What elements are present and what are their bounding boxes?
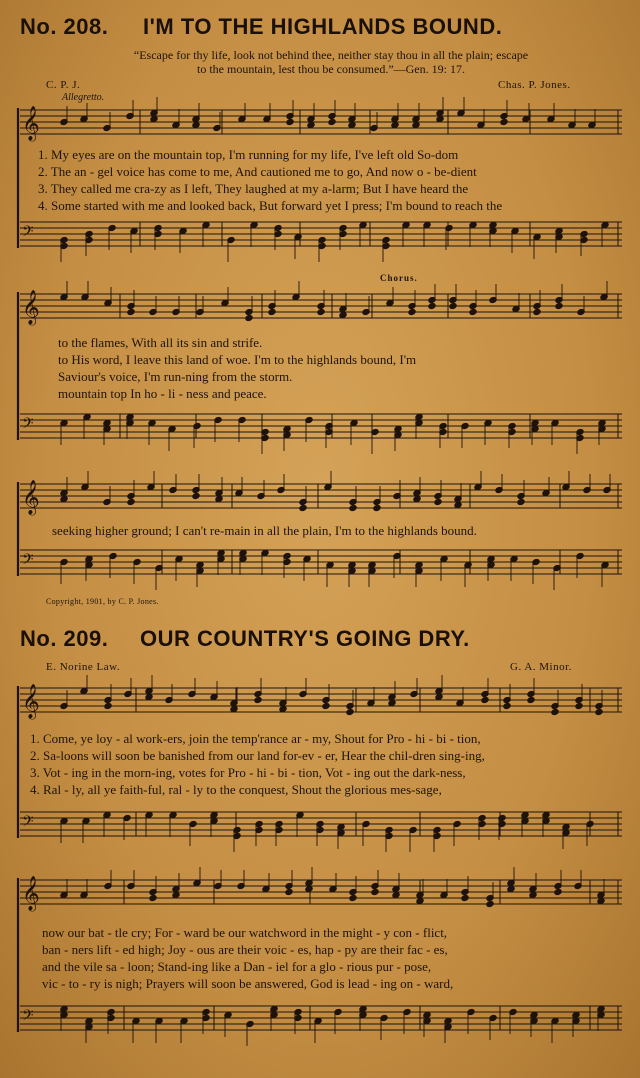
note-head: [486, 900, 494, 907]
note-head: [299, 504, 307, 511]
note-head: [412, 121, 420, 128]
note-head: [285, 888, 293, 895]
treble-clef-icon: 𝄞: [22, 480, 40, 515]
lyric-208-s1-v4: 4. Some started with me and looked back, But forward yet I press; I'm bound to reach the: [38, 198, 503, 213]
note-head: [500, 118, 508, 125]
note-head: [245, 314, 253, 321]
note-head: [104, 702, 112, 709]
lyric-208-s1-v2: 2. The an - gel voice has come to me, And cautioned me to go, And now o - be-dient: [38, 164, 477, 179]
note-head: [322, 702, 330, 709]
note-head: [145, 693, 153, 700]
treble-clef-icon: 𝄞: [22, 876, 40, 911]
note-head: [150, 115, 158, 122]
lyric-209-s1-v2: 2. Sa-loons will soon be banished from our land for-ev - er, Hear the chil-dren sing-ing,: [30, 748, 485, 763]
note-head: [348, 121, 356, 128]
lyric-208-s3: seeking higher ground; I can't re-main in all the plain, I'm to the highlands bound.: [52, 523, 477, 538]
note-head: [436, 115, 444, 122]
bass-clef-icon: 𝄢: [22, 415, 34, 436]
note-head: [435, 693, 443, 700]
note-head: [254, 696, 262, 703]
lyric-208-s2-v1: to the flames, With all its sin and strife.: [58, 335, 263, 350]
scripture-line-2: to the mountain, lest thou be consumed.”—Gen. 19: 17.: [197, 62, 465, 76]
bass-clef-icon: 𝄢: [22, 223, 34, 244]
note-head: [551, 708, 559, 715]
note-head: [328, 118, 336, 125]
music-credit-208: Chas. P. Jones.: [498, 79, 571, 91]
note-head: [555, 302, 563, 309]
hymn-title-208: I'M TO THE HIGHLANDS BOUND.: [143, 14, 503, 39]
note-head: [349, 504, 357, 511]
note-head: [172, 891, 180, 898]
note-head: [434, 498, 442, 505]
lyric-209-s2-v2: ban - ners lift - ed high; Joy - ous are their voic - es, hap - py are their fac - es,: [42, 942, 448, 957]
note-head: [527, 696, 535, 703]
lyric-208-s2-v2: to His word, I leave this land of woe. I'm to the highlands bound, I'm: [58, 352, 417, 367]
note-head: [279, 705, 287, 712]
note-head: [408, 308, 416, 315]
chorus-label: Chorus.: [380, 273, 418, 283]
lyric-209-s1-v1: 1. Come, ye loy - al work-ers, join the temp'rance ar - my, Shout for Pro - hi - bi - tion,: [30, 731, 481, 746]
lyric-208-s1-v1: 1. My eyes are on the mountain top, I'm running for my life, I've left old So-dom: [38, 147, 459, 162]
clefs: [22, 106, 40, 1028]
note-head: [317, 308, 325, 315]
note-head: [230, 705, 238, 712]
treble-clef-icon: 𝄞: [22, 106, 40, 141]
note-head: [449, 302, 457, 309]
lyric-209-s2-v3: and the vile sa - loon; Stand-ing like a Dan - iel for a glo - rious pur - pose,: [42, 959, 432, 974]
note-head: [192, 121, 200, 128]
words-credit-209: E. Norine Law.: [46, 661, 121, 673]
note-head: [286, 118, 294, 125]
treble-clef-icon: 𝄞: [22, 684, 40, 719]
words-credit-208: C. P. J.: [46, 79, 81, 91]
note-head: [60, 495, 68, 502]
note-head: [413, 495, 421, 502]
hymn-title-209: OUR COUNTRY'S GOING DRY.: [140, 626, 470, 651]
note-head: [595, 708, 603, 715]
note-head: [215, 495, 223, 502]
note-head: [481, 696, 489, 703]
note-head: [507, 885, 515, 892]
lyric-209-s2-v1: now our bat - tle cry; For - ward be our watchword in the might - y con - flict,: [42, 925, 448, 940]
music-credit-209: G. A. Minor.: [510, 661, 572, 673]
note-head: [305, 885, 313, 892]
note-head: [391, 121, 399, 128]
note-head: [597, 897, 605, 904]
lyric-208-s2-v4: mountain top In ho - li - ness and peace.: [58, 386, 267, 401]
copyright-208: Copyright, 1901, by C. P. Jones.: [46, 597, 159, 606]
note-head: [575, 702, 583, 709]
note-head: [428, 302, 436, 309]
note-head: [192, 492, 200, 499]
note-head: [454, 501, 462, 508]
note-head: [339, 311, 347, 318]
bass-clef-icon: 𝄢: [22, 813, 34, 834]
hymn-number-209: No. 209.: [20, 626, 109, 651]
tempo-marking: Allegretto.: [62, 92, 105, 103]
note-head: [517, 498, 525, 505]
note-head: [388, 699, 396, 706]
note-head: [533, 308, 541, 315]
note-head: [373, 504, 381, 511]
note-head: [349, 894, 357, 901]
lyric-209-s1-v4: 4. Ral - ly, all ye faith-ful, ral - ly to the conquest, Shout the glorious mes-sage,: [30, 782, 442, 797]
lyric-208-s2-v3: Saviour's voice, I'm run-ning from the storm.: [58, 369, 293, 384]
note-head: [469, 308, 477, 315]
note-head: [127, 498, 135, 505]
note-head: [307, 121, 315, 128]
note-head: [529, 891, 537, 898]
lyric-209-s2-v4: vic - to - ry is nigh; Prayers will soon be answered, God is lead - ing on - ward,: [42, 976, 454, 991]
lyric-209-s1-v3: 3. Vot - ing in the morn-ing, votes for Pro - hi - bi - tion, Vot - ing out the dark-ness,: [30, 765, 466, 780]
note-head: [371, 888, 379, 895]
note-head: [392, 891, 400, 898]
note-head: [268, 308, 276, 315]
hymn-number-208: No. 208.: [20, 14, 109, 39]
bass-clef-icon: 𝄢: [22, 1007, 34, 1028]
note-head: [149, 894, 157, 901]
note-head: [461, 894, 469, 901]
note-head: [554, 888, 562, 895]
note-head: [127, 308, 135, 315]
lyric-208-s1-v3: 3. They called me cra-zy as I left, They laughed at my a-larm; But I have heard the: [38, 181, 469, 196]
note-head: [346, 708, 354, 715]
scripture-line-1: “Escape for thy life, look not behind thee, neither stay thou in all the plain; escape: [133, 48, 529, 62]
note-head: [503, 702, 511, 709]
bass-clef-icon: 𝄢: [22, 551, 34, 572]
note-head: [416, 897, 424, 904]
treble-clef-icon: 𝄞: [22, 290, 40, 325]
